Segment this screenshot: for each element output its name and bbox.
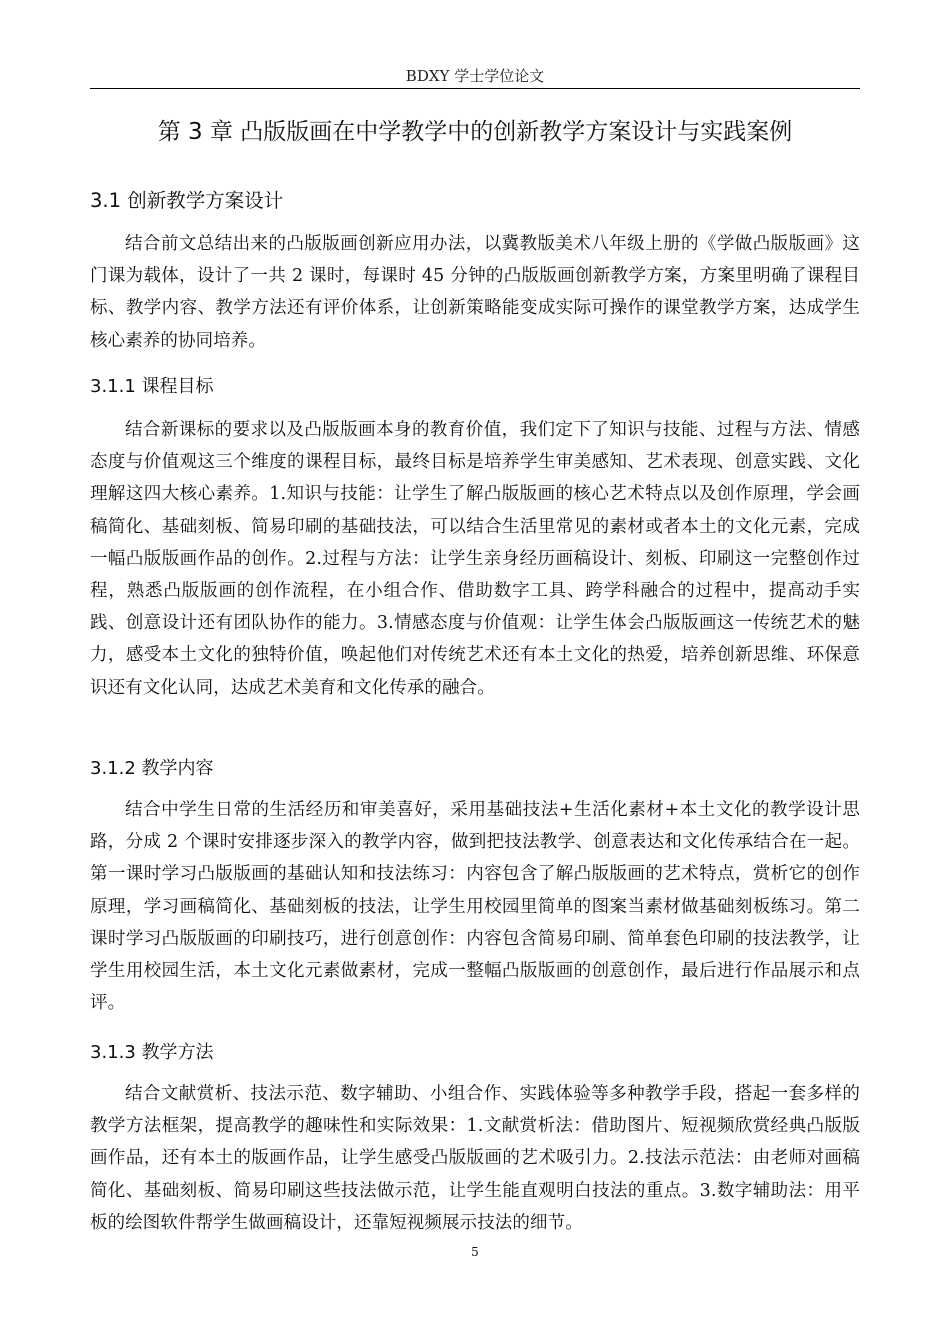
section-3-1-2-heading: 3.1.2 教学内容	[90, 758, 214, 779]
running-header	[90, 66, 860, 89]
section-3-1-heading: 3.1 创新教学方案设计	[90, 189, 284, 212]
section-3-1-3-heading: 3.1.3 教学方法	[90, 1042, 214, 1063]
section-3-1-1-paragraph: 结合新课标的要求以及凸版版画本身的教育价值，我们定下了知识与技能、过程与方法、情感态度与价值观这三个维度的课程目标，最终目标是培养学生审美感知、艺术表现、创意实践、文化理解这四大核心素养。1.知识与技能：让学生了解凸版版画的核心艺术特点以及创作原理，学会画稿简化、基础刻板、简易印刷的基础技法，可以结合生活里常见的素材或者本土的文化元素，完成一幅凸版版画作品的创作。2.过程与方法：让学生亲身经历画稿设计、刻板、印刷这一完整创作过程，熟悉凸版版画的创作流程，在小组合作、借助数字工具、跨学科融合的过程中，提高动手实践、创意设计还有团队协作的能力。3.情感态度与价值观：让学生体会凸版版画这一传统艺术的魅力，感受本土文化的独特价值，唤起他们对传统艺术还有本土文化的热爱，培养创新思维、环保意识还有文化认同，达成艺术美育和文化传承的融合。	[90, 420, 860, 698]
section-3-1-1-heading: 3.1.1 课程目标	[90, 376, 214, 397]
section-3-1-paragraph: 结合前文总结出来的凸版版画创新应用办法，以冀教版美术八年级上册的《学做凸版版画》这门课为载体，设计了一共 2 课时，每课时 45 分钟的凸版版画创新教学方案，方案里明确了课程目标、教学内容、教学方法还有评价体系，让创新策略能变成实际可操作的课堂教学方案，达成学生核心素养的协同培养。	[90, 234, 860, 351]
running-header-title: BDXY 学士学位论文	[405, 67, 545, 85]
page-number: 5	[471, 1245, 479, 1259]
section-3-1-3-paragraph: 结合文献赏析、技法示范、数字辅助、小组合作、实践体验等多种教学手段，搭起一套多样的教学方法框架，提高教学的趣味性和实际效果：1.文献赏析法：借助图片、短视频欣赏经典凸版版画作品，还有本土的版画作品，让学生感受凸版版画的艺术吸引力。2.技法示范法：由老师对画稿简化、基础刻板、简易印刷这些技法做示范，让学生能直观明白技法的重点。3.数字辅助法：用平板的绘图软件帮学生做画稿设计，还靠短视频展示技法的细节。	[90, 1084, 860, 1233]
chapter-title: 第 3 章 凸版版画在中学教学中的创新教学方案设计与实践案例	[157, 119, 793, 145]
section-3-1-2-paragraph: 结合中学生日常的生活经历和审美喜好，采用基础技法+生活化素材+本土文化的教学设计思路，分成 2 个课时安排逐步深入的教学内容，做到把技法教学、创意表达和文化传承结合在一起。第一课时学习凸版版画的基础认知和技法练习：内容包含了解凸版版画的艺术特点，赏析它的创作原理，学习画稿简化、基础刻板的技法，让学生用校园里简单的图案当素材做基础刻板练习。第二课时学习凸版版画的印刷技巧，进行创意创作：内容包含简易印刷、简单套色印刷的技法教学，让学生用校园生活，本土文化元素做素材，完成一整幅凸版版画的创意创作，最后进行作品展示和点评。	[90, 800, 860, 1014]
